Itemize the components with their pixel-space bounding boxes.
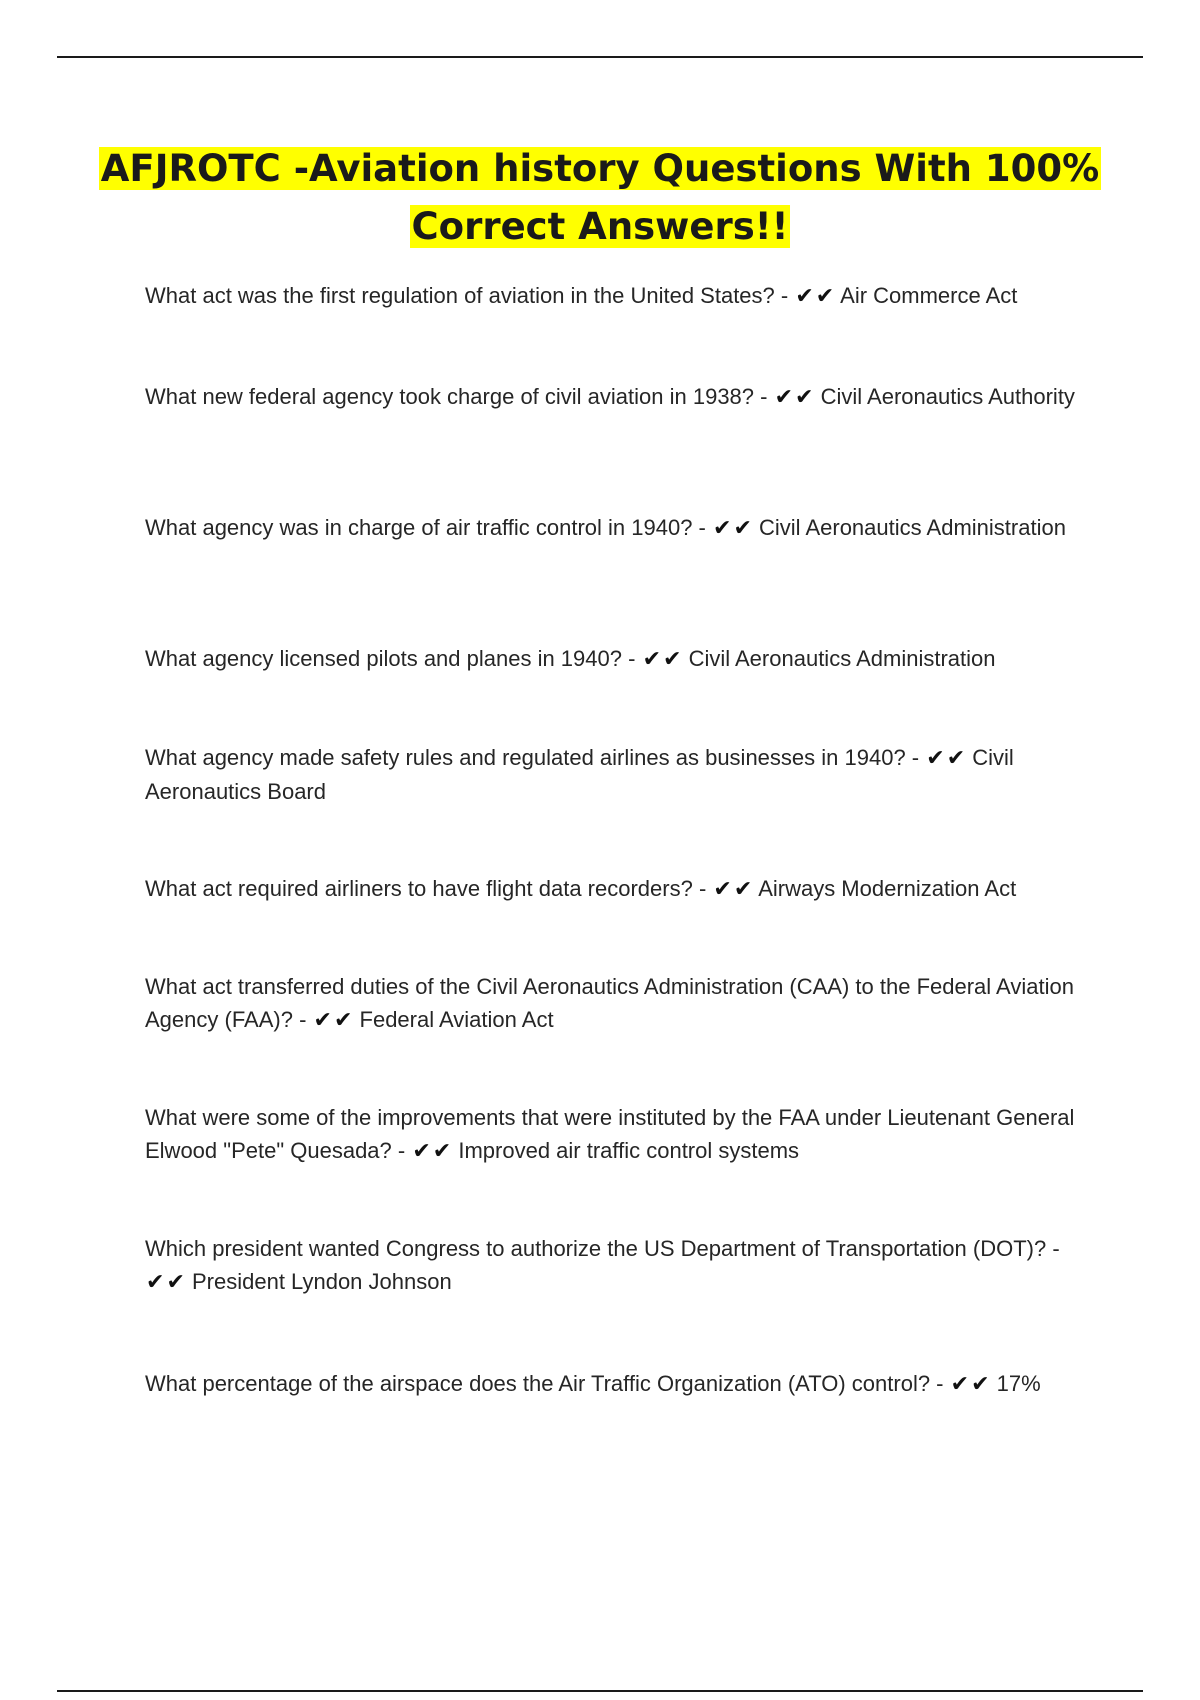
check-icon: ✔ [795, 284, 814, 309]
check-icon: ✔ [946, 746, 966, 771]
check-icon: ✔ [642, 647, 661, 672]
check-icon: ✔ [713, 877, 732, 902]
check-icon: ✔ [146, 1270, 165, 1295]
title-line-1: AFJROTC -Aviation history Questions With 100% [100, 147, 1100, 190]
check-icon: ✔ [774, 385, 794, 410]
check-icon: ✔ [733, 877, 753, 902]
question-text: What act transferred duties of the Civil Aeronautics Administration (CAA) to the Federal Aviation Agency (FAA)? - [145, 974, 1074, 1032]
answer-text: Federal Aviation Act [359, 1007, 554, 1032]
qa-item-2 [145, 380, 1075, 414]
qa-item-6 [145, 872, 1075, 906]
check-icon: ✔ [412, 1139, 431, 1164]
answer-text: Civil Aeronautics Administration [759, 515, 1066, 540]
question-text: Which president wanted Congress to authorize the US Department of Transportation (DOT)? - [145, 1236, 1060, 1261]
check-icon: ✔ [166, 1270, 185, 1295]
check-icon: ✔ [795, 385, 814, 410]
answer-text: 17% [996, 1371, 1041, 1396]
qa-item-5 [145, 741, 1075, 808]
qa-item-10 [145, 1367, 1075, 1401]
check-icon: ✔ [432, 1139, 452, 1164]
bottom-rule [57, 1690, 1143, 1692]
qa-item-7 [145, 970, 1075, 1037]
qa-item-4 [145, 642, 1075, 676]
question-text: What agency made safety rules and regulated airlines as businesses in 1940? - [145, 745, 920, 770]
check-icon: ✔ [950, 1372, 970, 1397]
answer-text: Civil Aeronautics Administration [688, 646, 996, 671]
title-line-2: Correct Answers!! [411, 205, 789, 248]
check-icon: ✔ [733, 516, 752, 541]
answer-text: Improved air traffic control systems [458, 1138, 800, 1163]
question-text: What agency licensed pilots and planes in 1940? - [145, 646, 636, 671]
answer-text: Airways Modernization Act [758, 876, 1017, 901]
answer-text: Civil Aeronautics Authority [820, 384, 1075, 409]
answer-text: Civil Aeronautics Board [145, 745, 1014, 804]
check-icon: ✔ [971, 1372, 990, 1397]
check-icon: ✔ [663, 647, 682, 672]
answer-text: President Lyndon Johnson [192, 1269, 452, 1294]
question-text: What agency was in charge of air traffic control in 1940? - [145, 515, 706, 540]
qa-item-8 [145, 1101, 1075, 1168]
check-icon: ✔ [926, 746, 945, 771]
question-text: What were some of the improvements that were instituted by the FAA under Lieutenant General Elwood "Pete" Quesada? - [145, 1105, 1075, 1163]
qa-item-1 [145, 279, 1075, 313]
question-text: What new federal agency took charge of civil aviation in 1938? - [145, 384, 768, 409]
question-text: What act required airliners to have flight data recorders? - [145, 876, 707, 901]
answer-text: Air Commerce Act [840, 283, 1018, 308]
question-text: What percentage of the airspace does the Air Traffic Organization (ATO) control? - [145, 1371, 944, 1396]
check-icon: ✔ [815, 284, 835, 309]
check-icon: ✔ [333, 1008, 353, 1033]
qa-item-9 [145, 1232, 1075, 1299]
check-icon: ✔ [713, 516, 732, 541]
question-text: What act was the first regulation of aviation in the United States? - [145, 283, 789, 308]
qa-item-3 [145, 511, 1075, 545]
check-icon: ✔ [313, 1008, 332, 1033]
